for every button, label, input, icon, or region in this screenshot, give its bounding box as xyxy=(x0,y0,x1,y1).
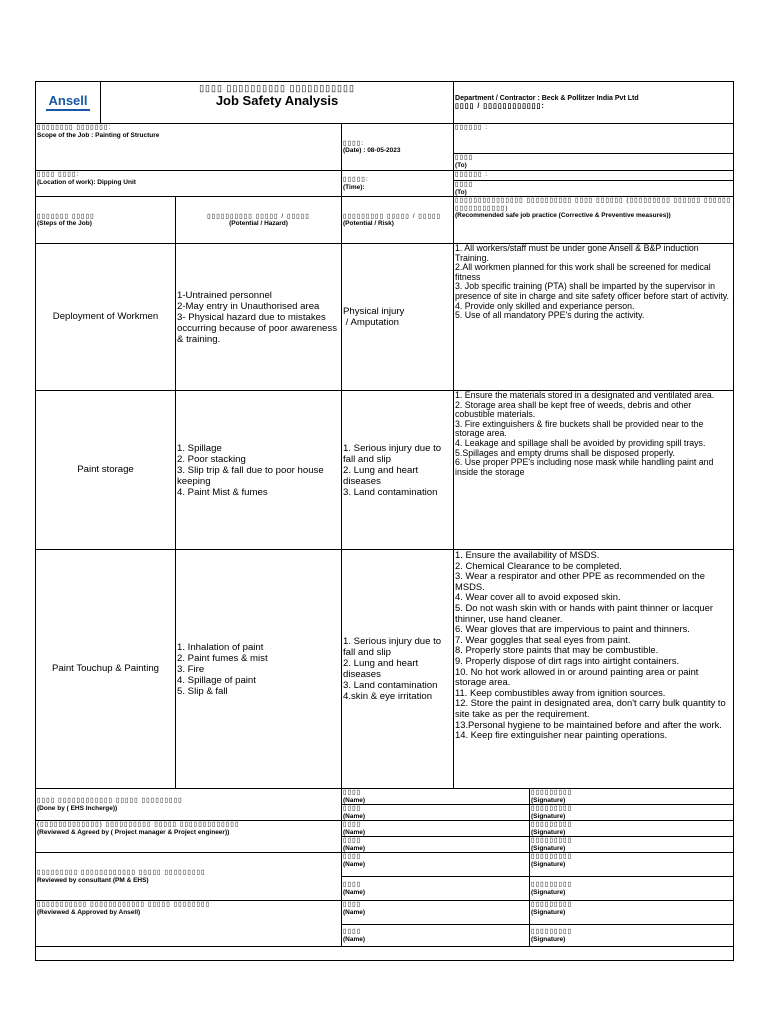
signature-cell xyxy=(530,853,734,877)
hazard-cell xyxy=(176,391,342,550)
hazard-item: 2-May entry in Unauthorised area xyxy=(177,300,320,312)
hazard-item: 2. Poor stacking xyxy=(177,453,246,465)
hazard-item: 1. Inhalation of paint xyxy=(177,641,264,653)
measure-item: 2. Storage area shall be kept free of weeds, debris and other cobustible materials. xyxy=(455,399,692,420)
date-local: ▯▯▯▯: xyxy=(343,139,365,147)
to-local-1: ▯▯▯▯ xyxy=(455,154,474,161)
hazard-item: 1-Untrained personnel xyxy=(177,289,272,301)
measure-item: 6. Wear gloves that are impervious to paint and thinners. xyxy=(455,623,690,635)
risk-item: Physical injury xyxy=(343,306,405,317)
col-hazard-header xyxy=(176,197,342,244)
measure-item: 3. Wear a respirator and other PPE as recommended on the MSDS. xyxy=(455,570,705,592)
footer-empty-row xyxy=(36,947,734,961)
name-cell xyxy=(342,877,530,901)
risk-cell xyxy=(342,244,454,391)
col-steps: (Steps of the Job) xyxy=(37,220,92,227)
department: Department / Contractor : Beck & Pollitzer India Pvt Ltd xyxy=(455,94,639,102)
signature-label: (Signature) xyxy=(531,860,566,868)
measure-item: 3. Job specific training (PTA) shall be imparted by the supervisor in presence of site in charge and site safety officer before start of activity. xyxy=(455,281,729,301)
col-measures-header xyxy=(454,197,734,244)
signature-local: ▯▯▯▯▯▯▯▯▯ xyxy=(531,881,573,888)
signature-local: ▯▯▯▯▯▯▯▯▯ xyxy=(531,928,573,935)
measure-item: 5.Spillages and empty drums shall be disposed properly. xyxy=(455,447,675,458)
approved-local: ▯▯▯▯▯▯▯▯▯▯▯ ▯▯▯▯▯▯▯▯▯▯▯▯ ▯▯▯▯▯ ▯▯▯▯▯▯▯▯ xyxy=(37,901,211,908)
signature-local: ▯▯▯▯▯▯▯▯▯ xyxy=(531,837,573,844)
date-value: (Date) : 08-05-2023 xyxy=(343,147,401,154)
measure-item: 1. Ensure the availability of MSDS. xyxy=(455,549,600,560)
location-cell xyxy=(36,171,342,197)
signature-cell xyxy=(530,901,734,925)
hazard-item: 5. Slip & fall xyxy=(177,685,228,697)
signature-label: (Signature) xyxy=(531,812,566,820)
hazard-item: 3- Physical hazard due to mistakes occurring because of poor awareness & training. xyxy=(177,311,337,345)
measures-cell xyxy=(454,244,734,391)
signature-label: (Signature) xyxy=(531,888,566,896)
hazard-item: 2. Paint fumes & mist xyxy=(177,652,268,664)
time-value: (Time): xyxy=(343,183,365,191)
signature-local: ▯▯▯▯▯▯▯▯▯ xyxy=(531,805,573,812)
time-local: ▯▯▯▯▯: xyxy=(343,176,369,183)
col-hazard-local: ▯▯▯▯▯▯▯▯▯▯ ▯▯▯▯▯ / ▯▯▯▯▯ xyxy=(207,212,310,220)
col-measures: (Recommended safe job practice (Corrective & Preventive measures)) xyxy=(455,212,671,219)
risk-item: 2. Lung and heart diseases xyxy=(343,464,419,487)
from-local-1: ▯▯▯▯▯▯ : xyxy=(455,124,489,131)
signature-local: ▯▯▯▯▯▯▯▯▯ xyxy=(531,853,573,860)
col-steps-header xyxy=(36,197,176,244)
measure-item: 3. Fire extinguishers & fire buckets shall be provided near to the storage area. xyxy=(455,418,704,439)
risk-item: 1. Serious injury due to fall and slip xyxy=(343,442,442,465)
measure-item: 10. No hot work allowed in or around painting area or paint storage area. xyxy=(455,665,699,688)
from-cell-1 xyxy=(454,124,734,154)
from-local-2: ▯▯▯▯▯▯ : xyxy=(455,171,489,178)
measure-item: 6. Use proper PPE's including nose mask while handling paint and inside the storage xyxy=(455,457,714,477)
logo-cell xyxy=(36,82,101,124)
col-risk-header xyxy=(342,197,454,244)
signature-local: ▯▯▯▯▯▯▯▯▯ xyxy=(531,789,573,796)
to-value-2: (To) xyxy=(455,188,467,196)
jsa-table xyxy=(35,81,734,961)
hazard-item: 3. Fire xyxy=(177,663,205,675)
name-label: (Name) xyxy=(343,812,366,820)
department-cell xyxy=(454,82,734,124)
name-label: (Name) xyxy=(343,908,366,916)
date-cell xyxy=(342,124,454,171)
measure-item: 7. Wear goggles that seal eyes from paint. xyxy=(455,633,631,645)
reviewed-agreed: (Reviewed & Agreed by ( Project manager & Project engineer)) xyxy=(37,828,230,836)
measure-item: 13.Personal hygiene to be maintained before and after the work. xyxy=(455,718,722,730)
signature-cell xyxy=(530,821,734,837)
table-row xyxy=(36,391,734,550)
risk-item: 1. Serious injury due to fall and slip xyxy=(343,636,442,658)
name-local: ▯▯▯▯ xyxy=(343,821,362,828)
signature-label: (Signature) xyxy=(531,935,566,943)
name-label: (Name) xyxy=(343,796,366,804)
measure-item: 2. Chemical Clearance to be completed. xyxy=(455,559,622,571)
done-by-local: ▯▯▯▯ ▯▯▯▯▯▯▯▯▯▯▯▯ ▯▯▯▯▯ ▯▯▯▯▯▯▯▯▯ xyxy=(37,797,183,804)
hazard-cell xyxy=(176,244,342,391)
table-row xyxy=(36,244,734,391)
col-risk: (Potential / Risk) xyxy=(343,220,394,227)
step-cell: Deployment of Workmen xyxy=(36,244,176,391)
name-local: ▯▯▯▯ xyxy=(343,837,362,844)
scope-cell xyxy=(36,124,342,171)
approved-cell xyxy=(36,901,342,947)
signature-label: (Signature) xyxy=(531,844,566,852)
risk-item: 4.skin & eye irritation xyxy=(343,691,433,702)
name-label: (Name) xyxy=(343,844,366,852)
hazard-item: 4. Paint Mist & fumes xyxy=(177,486,268,498)
name-cell xyxy=(342,789,530,805)
location-local: ▯▯▯▯ ▯▯▯▯: xyxy=(37,171,80,178)
col-measures-local: ▯▯▯▯▯▯▯▯▯▯▯▯▯▯▯ ▯▯▯▯▯▯▯▯▯▯ ▯▯▯▯ ▯▯▯▯▯▯ (▯▯▯▯▯▯▯▯▯ ▯▯▯▯▯▯ ▯▯▯▯▯▯ ▯▯▯▯▯▯▯▯▯▯▯) xyxy=(455,197,732,212)
name-local: ▯▯▯▯ xyxy=(343,928,362,935)
table-row xyxy=(36,550,734,789)
signature-cell xyxy=(530,837,734,853)
title-cell xyxy=(101,82,454,124)
location-value: (Location of work): Dipping Unit xyxy=(37,178,136,186)
col-steps-local: ▯▯▯▯▯▯▯ ▯▯▯▯▯ xyxy=(37,212,95,220)
risk-item: 2. Lung and heart diseases xyxy=(343,658,419,680)
name-local: ▯▯▯▯ xyxy=(343,789,362,796)
risk-cell xyxy=(342,550,454,789)
consultant: Reviewed by consultant (PM & EHS) xyxy=(37,876,149,884)
name-local: ▯▯▯▯ xyxy=(343,853,362,860)
name-label: (Name) xyxy=(343,935,366,943)
name-local: ▯▯▯▯ xyxy=(343,881,362,888)
measure-item: 8. Properly store paints that may be combustible. xyxy=(455,644,659,656)
signature-label: (Signature) xyxy=(531,796,566,804)
signature-label: (Signature) xyxy=(531,908,566,916)
hazard-cell xyxy=(176,550,342,789)
signature-local: ▯▯▯▯▯▯▯▯▯ xyxy=(531,901,573,908)
risk-item: 3. Land contamination xyxy=(343,680,438,691)
risk-item: / Amputation xyxy=(343,317,399,328)
measure-item: 11. Keep combustibles away from ignition sources. xyxy=(455,686,666,698)
measure-item: 4. Leakage and spillage shall be avoided by providing spill trays. xyxy=(455,437,706,448)
measure-item: 9. Properly dispose of dirt rags into airtight containers. xyxy=(455,654,680,666)
risk-cell xyxy=(342,391,454,550)
consultant-cell xyxy=(36,853,342,901)
name-label: (Name) xyxy=(343,888,366,896)
page-title: Job Safety Analysis xyxy=(215,93,339,108)
signature-local: ▯▯▯▯▯▯▯▯▯ xyxy=(531,821,573,828)
name-cell xyxy=(342,821,530,837)
name-label: (Name) xyxy=(343,860,366,868)
name-cell xyxy=(342,837,530,853)
reviewed-agreed-local: (▯▯▯▯▯▯▯▯▯▯▯▯▯) ▯▯▯▯▯▯▯▯▯▯ ▯▯▯▯▯ ▯▯▯▯▯▯▯▯▯▯▯▯▯ xyxy=(37,821,240,828)
step-cell: Paint Touchup & Painting xyxy=(36,550,176,789)
consultant-local: ▯▯▯▯▯▯▯▯▯ ▯▯▯▯▯▯▯▯▯▯▯▯ ▯▯▯▯▯ ▯▯▯▯▯▯▯▯▯ xyxy=(37,869,206,876)
done-by: (Done by ( EHS Incherge)) xyxy=(37,804,118,812)
measure-item: 5. Do not wash skin with or hands with paint thinner or lacquer thinner, use hand cleaner. xyxy=(455,601,713,624)
col-hazard: (Potential / Hazard) xyxy=(229,220,288,227)
to-cell-2 xyxy=(454,181,734,197)
time-cell xyxy=(342,171,454,197)
name-cell xyxy=(342,925,530,947)
hazard-item: 1. Spillage xyxy=(177,442,222,454)
ansell-logo: Ansell xyxy=(46,94,89,111)
name-local: ▯▯▯▯ xyxy=(343,805,362,812)
measure-item: 12. Store the paint in designated area, don't carry bulk quantity to site take as per the requirement. xyxy=(455,697,726,719)
col-risk-local: ▯▯▯▯▯▯▯▯▯ ▯▯▯▯▯ / ▯▯▯▯▯ xyxy=(343,212,442,220)
step-cell: Paint storage xyxy=(36,391,176,550)
done-by-cell xyxy=(36,789,342,821)
measure-item: 1. All workers/staff must be under gone Ansell & B&P induction Training. xyxy=(455,243,699,263)
measure-item: 4. Provide only skilled and experiance person. xyxy=(455,300,635,311)
hazard-item: 3. Slip trip & fall due to poor house keeping xyxy=(177,464,324,487)
to-local-2: ▯▯▯▯ xyxy=(455,181,474,188)
scope-local: ▯▯▯▯▯▯▯▯ ▯▯▯▯▯▯▯: xyxy=(37,124,112,131)
signature-cell xyxy=(530,805,734,821)
measures-cell xyxy=(454,391,734,550)
name-cell xyxy=(342,901,530,925)
reviewed-agreed-cell xyxy=(36,821,342,853)
name-cell xyxy=(342,805,530,821)
name-label: (Name) xyxy=(343,828,366,836)
title-local: ▯▯▯▯ ▯▯▯▯▯▯▯▯▯▯ ▯▯▯▯▯▯▯▯▯▯▯ xyxy=(199,83,355,93)
name-cell xyxy=(342,853,530,877)
measure-item: 1. Ensure the materials stored in a designated and ventilated area. xyxy=(455,390,715,400)
measure-item: 2.All workmen planned for this work shall be screened for medical fitness xyxy=(455,262,711,282)
signature-cell xyxy=(530,789,734,805)
signature-label: (Signature) xyxy=(531,828,566,836)
department-local: ▯▯▯▯ / ▯▯▯▯▯▯▯▯▯▯▯▯: xyxy=(455,102,545,110)
to-cell-1 xyxy=(454,154,734,171)
risk-item: 3. Land contamination xyxy=(343,486,438,498)
measure-item: 5. Use of all mandatory PPE's during the activity. xyxy=(455,310,645,321)
to-value-1: (To) xyxy=(455,161,467,169)
hazard-item: 4. Spillage of paint xyxy=(177,674,256,686)
measure-item: 14. Keep fire extinguisher near painting operations. xyxy=(455,729,668,741)
measures-cell xyxy=(454,550,734,789)
signature-cell xyxy=(530,925,734,947)
approved: (Reviewed & Approved by Ansell) xyxy=(37,908,141,916)
measure-item: 4. Wear cover all to avoid exposed skin. xyxy=(455,591,621,603)
scope-of-job: Scope of the Job : Painting of Structure xyxy=(37,131,160,139)
from-cell-2 xyxy=(454,171,734,181)
signature-cell xyxy=(530,877,734,901)
name-local: ▯▯▯▯ xyxy=(343,901,362,908)
